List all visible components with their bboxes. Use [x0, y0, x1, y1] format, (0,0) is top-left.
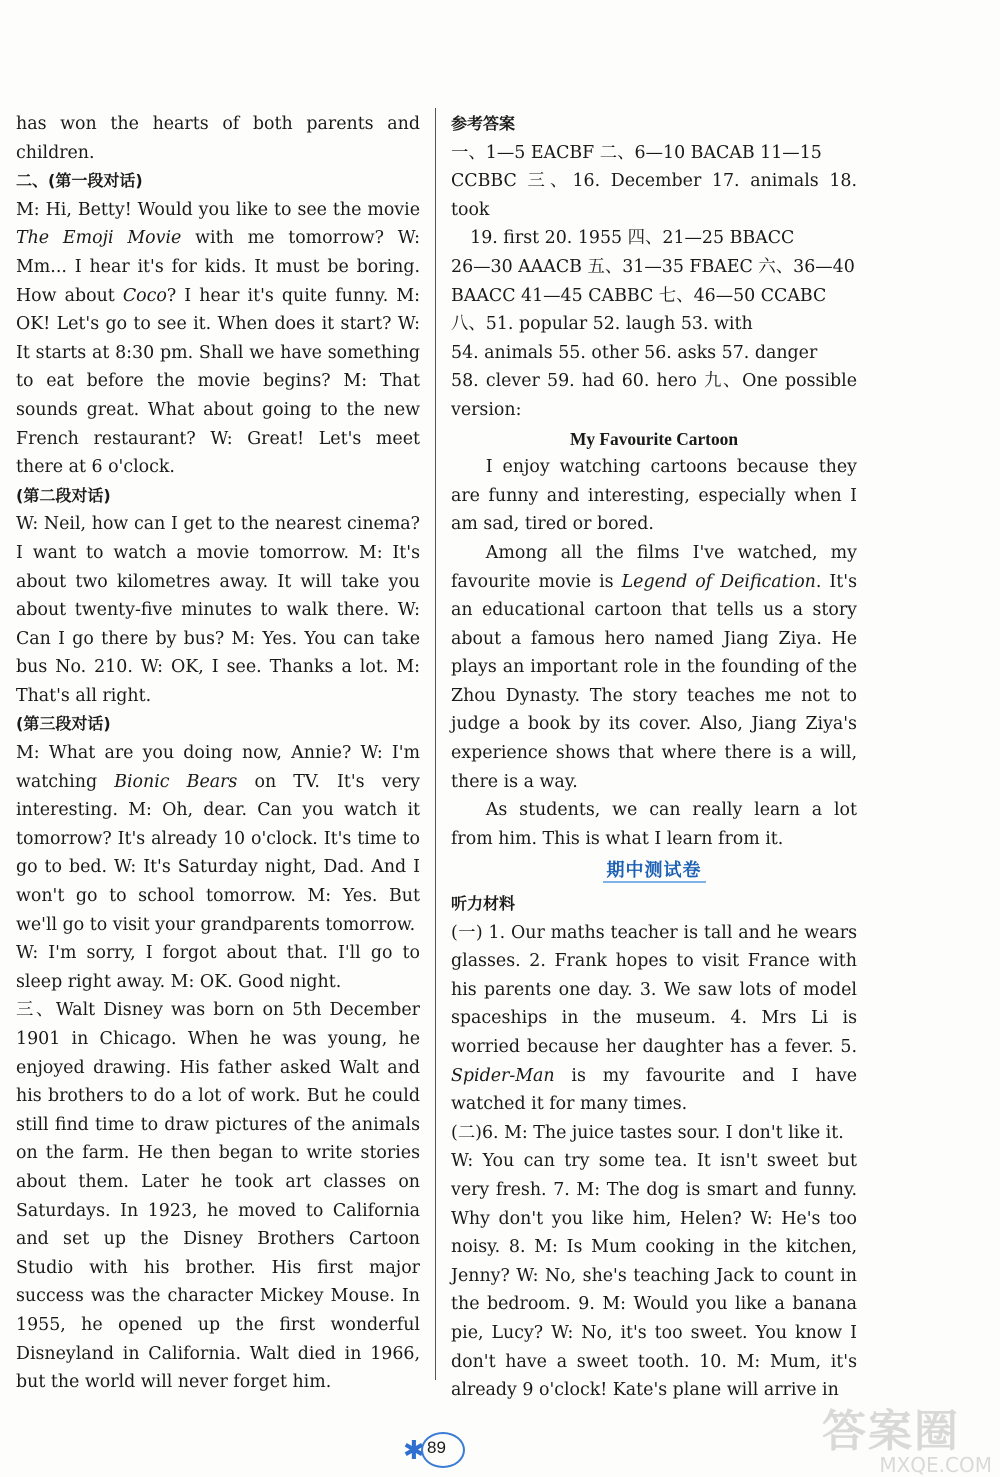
watermark-text: 答案圈 — [822, 1406, 960, 1457]
dialogue-2-heading: (第二段对话) — [16, 485, 111, 505]
answer-line: CCBBC 三、16. December 17. animals 18. took — [451, 171, 857, 220]
listening-part-2: (二)6. M: The juice tastes sour. I don't like it. — [451, 1122, 844, 1143]
star-icon: ✱ — [403, 1436, 425, 1466]
essay-paragraph: As students, we can really learn a lot from him. This is what I learn from it. — [451, 800, 857, 849]
listening-part-1: (一) 1. Our maths teacher is tall and he wears glasses. 2. Frank hopes to visit France with his parents one day. 3. We saw lots of model spaceships in the museum. 4. Mrs Li is worried because her daughter has a fever. 5. Spider-Man is my favourite and I have watched it for many times. — [451, 922, 857, 1115]
essay-paragraph: Among all the films I've watched, my favourite movie is Legend of Deification. It's an educational cartoon that tells us a story about a famous hero named Jiang Ziya. He plays an important role in the founding of the Zhou Dynasty. The story teaches me not to judge a book by its cover. Also, Jiang Ziya's experience shows that where there is a will, there is a way. — [451, 542, 857, 792]
walt-disney-passage: 三、Walt Disney was born on 5th December 1901 in Chicago. When he was young, he enjoyed drawing. His father asked Walt and his brothers to do a lot of work. But he could still find time to draw pictures of the animals on the farm. He then began to write stories about them. Later he took art classes on Saturdays. In 1923, he moved to California and set up the Disney Brothers Cartoon Studio with his brother. His first major success was the character Mickey Mouse. In 1955, he opened up the first wonderful Disneyland in California. Walt died in 1966, but the world will never forget him. — [16, 1000, 420, 1393]
dialogue-1: M: Hi, Betty! Would you like to see the movie The Emoji Movie with me tomorrow? W: Mm... I hear it's for kids. It must be boring. How about Coco? I hear it's quite funny. M: OK! Let's go to see it. When does it start? W: It starts at 8:30 pm. Shall we have something to eat before the movie begins? M: That sounds great. What about going to the new French restaurant? W: Great! Let's meet there at 6 o'clock. — [16, 199, 420, 478]
answer-line: 26—30 AAACB 五、31—35 FBAEC 六、36—40 — [451, 256, 855, 277]
paragraph: has won the hearts of both parents and children. — [16, 114, 420, 163]
page-number — [403, 1432, 463, 1466]
left-column — [16, 110, 420, 1397]
essay-title: My Favourite Cartoon — [569, 428, 739, 449]
answer-line: 54. animals 55. other 56. asks 57. danger — [451, 342, 818, 363]
dialogue-3-heading: (第三段对话) — [16, 714, 111, 734]
watermark — [822, 1395, 992, 1477]
dialogue-1-heading: 二、(第一段对话) — [16, 171, 143, 191]
column-divider — [435, 108, 436, 1380]
right-column — [451, 110, 857, 1405]
answer-line: 19. first 20. 1955 四、21—25 BBACC — [470, 228, 795, 249]
dialogue-3: M: What are you doing now, Annie? W: I'm watching Bionic Bears on TV. It's very interesting. M: Oh, dear. Can you watch it tomorrow? It's already 10 o'clock. It's time to go to bed. W: It's Saturday night, Dad. And I won't go to school tomorrow. M: Yes. But we'll go to visit your grandparents tomorrow. — [16, 743, 420, 935]
essay-paragraph: I enjoy watching cartoons because they are funny and interesting, especially when I am sad, tired or bored. — [451, 457, 857, 535]
dialogue-3-end: W: I'm sorry, I forgot about that. I'll go to sleep right away. M: OK. Good night. — [16, 943, 420, 992]
page-number-text: 89 — [427, 1438, 446, 1457]
dialogue-2: W: Neil, how can I get to the nearest cinema? I want to watch a movie tomorrow. M: It's about two kilometres away. It will take you about twenty-five minutes to walk there. W: Can I go there by bus? M: Yes. You can take bus No. 210. W: OK, I see. Thanks a lot. M: That's all right. — [16, 514, 420, 706]
answer-line: 一、1—5 EACBF 二、6—10 BACAB 11—15 — [451, 142, 822, 163]
listening-part-2-cont: W: You can try some tea. It isn't sweet but very fresh. 7. M: The dog is smart and funny. Why don't you like him, Helen? W: He's too noisy. 8. M: Is Mum cooking in the kitchen, Jenny? W: No, she's teaching Jack to count in the bedroom. 9. M: Would you like a banana pie, Lucy? W: No, it's too sweet. You know I don't have a sweet tooth. 10. M: Mum, it's already 9 o'clock! Kate's plane will arrive in — [451, 1151, 857, 1401]
listening-heading: 听力材料 — [451, 894, 516, 914]
answer-line: 八、51. popular 52. laugh 53. with — [451, 314, 753, 335]
answer-line: 58. clever 59. had 60. hero 九、One possible version: — [451, 371, 857, 420]
section-title: 期中测试卷 — [451, 857, 857, 886]
answers-heading: 参考答案 — [451, 114, 516, 133]
answer-line: BAACC 41—45 CABBC 七、46—50 CCABC — [451, 285, 827, 306]
watermark-url: MXQE.COM — [879, 1453, 992, 1477]
